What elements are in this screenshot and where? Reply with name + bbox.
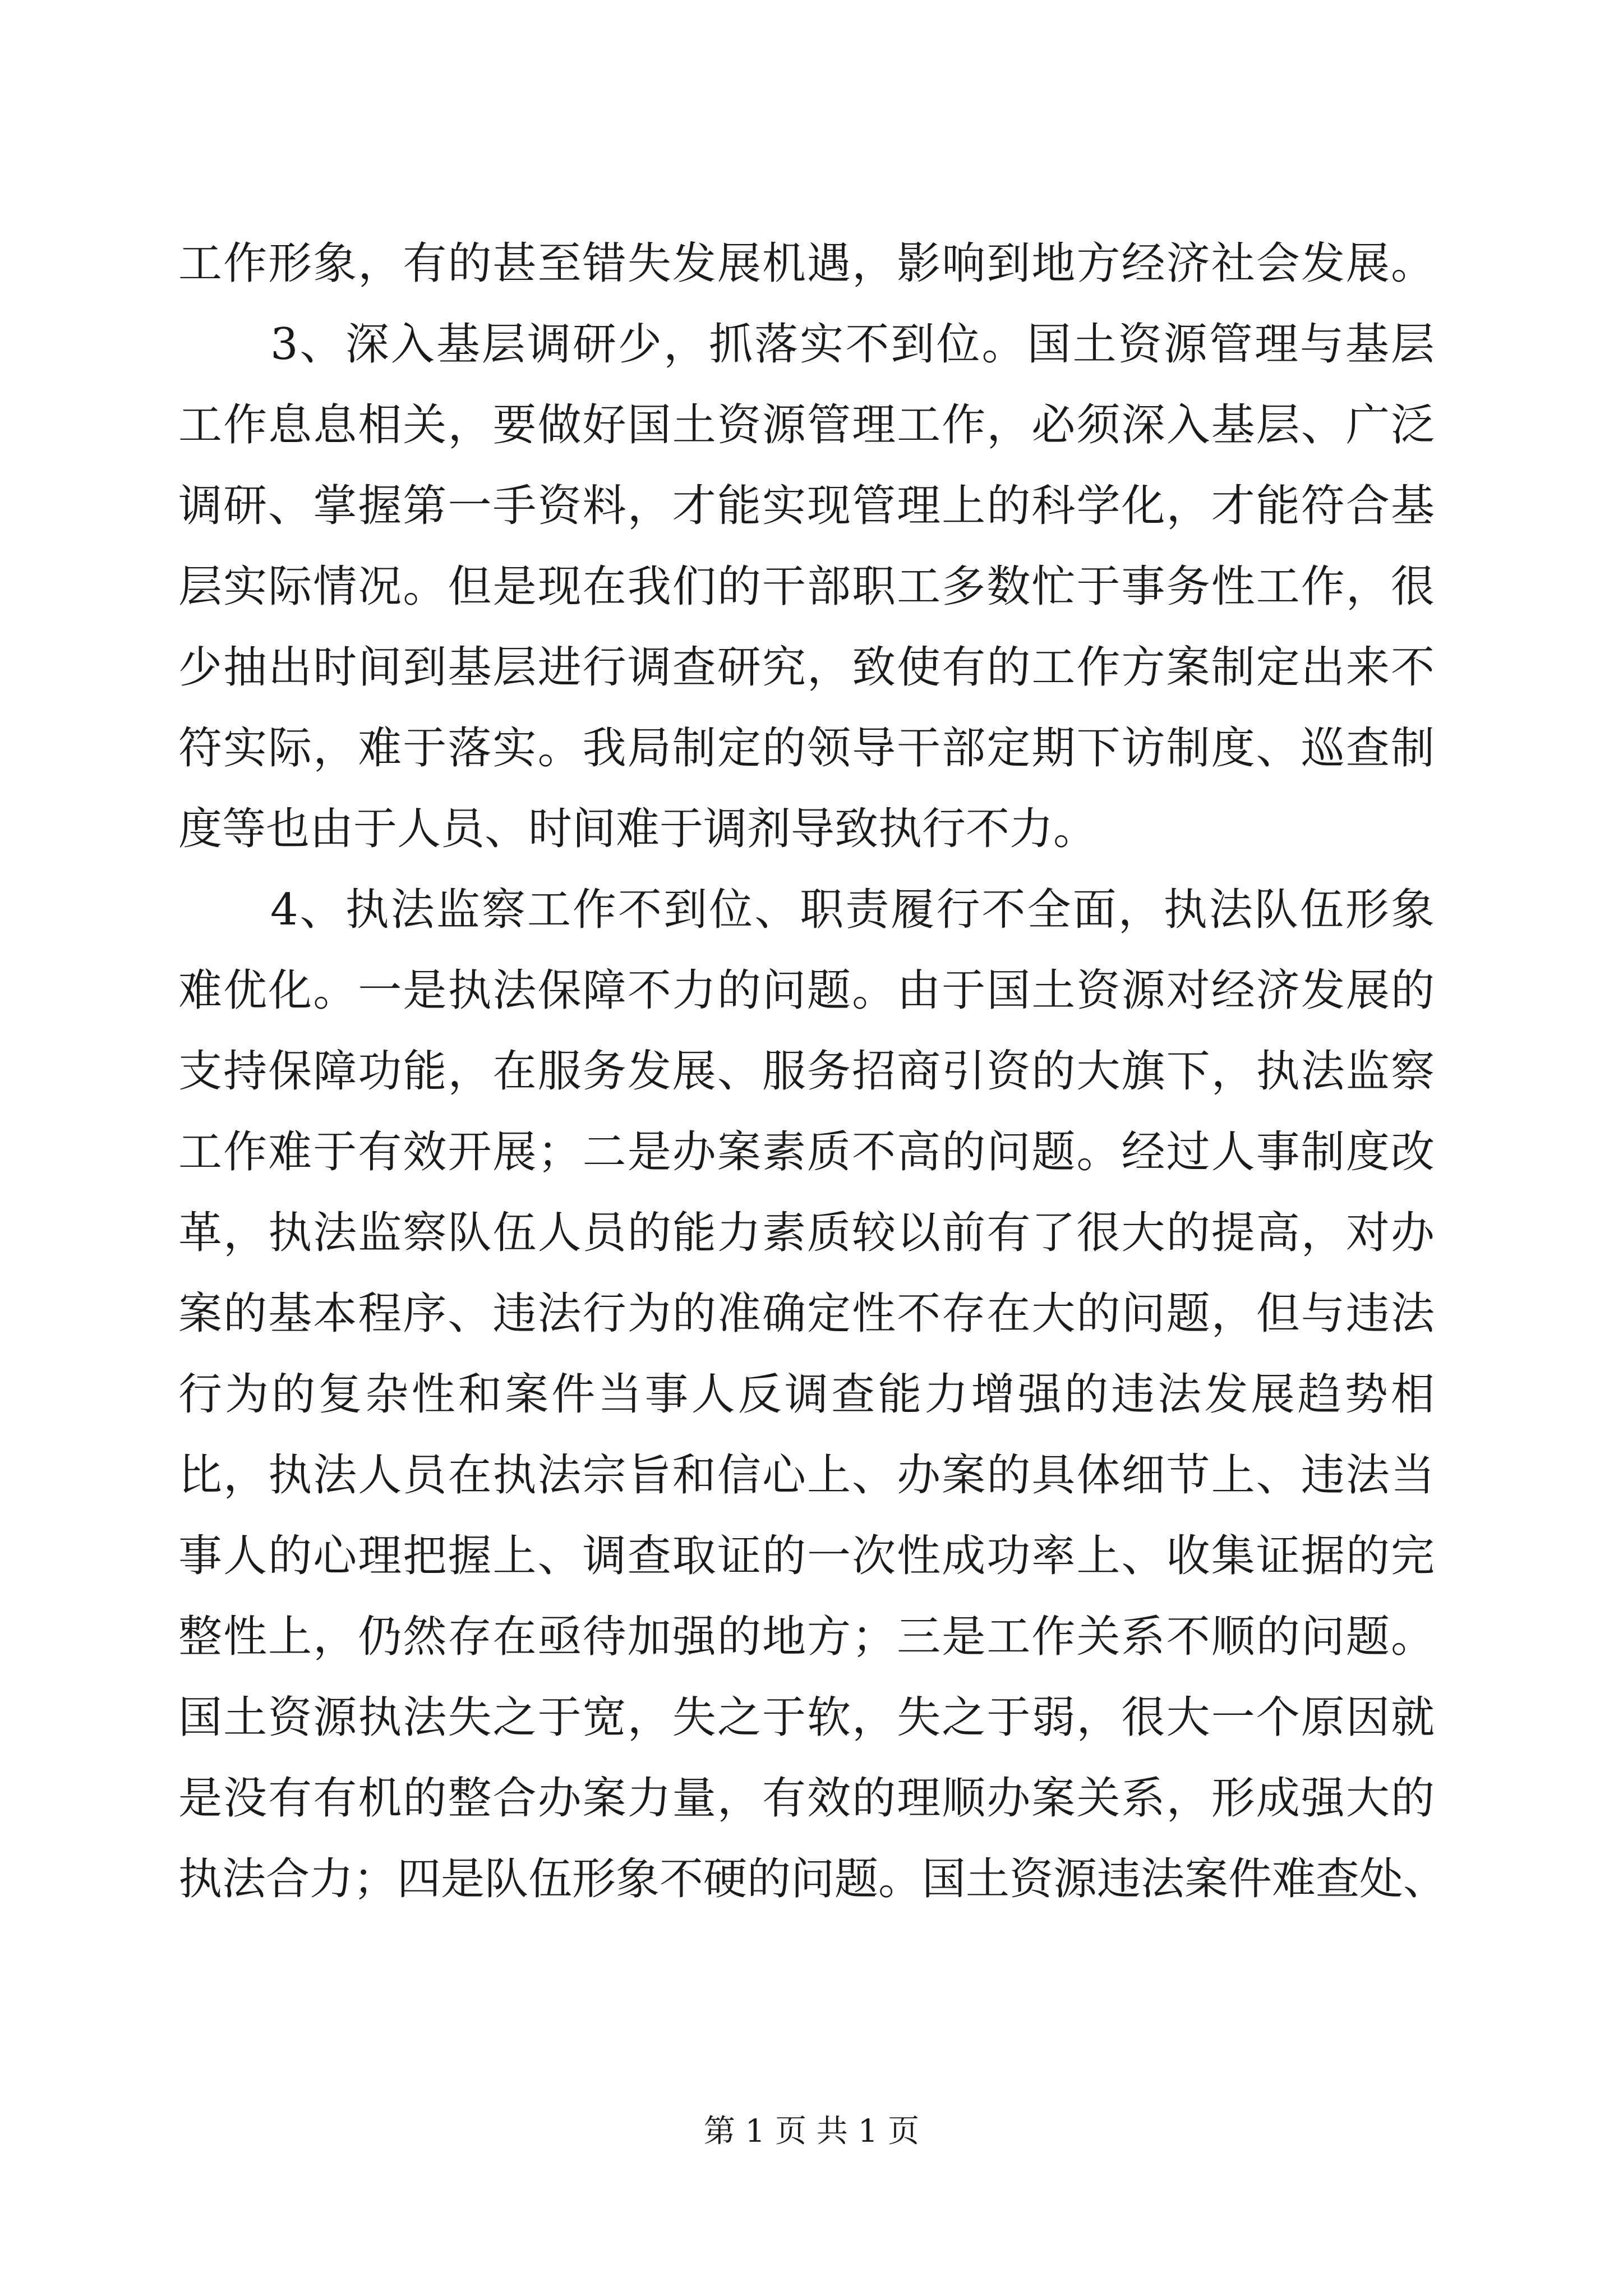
text-line: 难优化。一是执法保障不力的问题。由于国土资源对经济发展的 [178, 965, 1435, 1016]
text-line: 调研、掌握第一手资料，才能实现管理上的科学化，才能符合基 [178, 481, 1435, 531]
text-line: 整性上，仍然存在亟待加强的地方；三是工作关系不顺的问题。 [178, 1612, 1435, 1662]
body-text [178, 223, 1447, 1920]
text-line: 3、深入基层调研少，抓落实不到位。国土资源管理与基层 [270, 319, 1435, 370]
text-line: 少抽出时间到基层进行调查研究，致使有的工作方案制定出来不 [178, 642, 1435, 693]
page-number: 第 1 页 共 1 页 [703, 2113, 920, 2150]
text-line: 比，执法人员在执法宗旨和信心上、办案的具体细节上、违法当 [178, 1450, 1435, 1501]
text-line: 是没有有机的整合办案力量，有效的理顺办案关系，形成强大的 [178, 1773, 1435, 1824]
text-line: 行为的复杂性和案件当事人反调查能力增强的违法发展趋势相 [178, 1369, 1435, 1420]
text-line: 4、执法监察工作不到位、职责履行不全面，执法队伍形象 [270, 885, 1435, 935]
text-line: 符实际，难于落实。我局制定的领导干部定期下访制度、巡查制 [178, 723, 1435, 774]
text-line: 执法合力；四是队伍形象不硬的问题。国土资源违法案件难查处、 [178, 1854, 1447, 1904]
text-line: 国土资源执法失之于宽，失之于软，失之于弱，很大一个原因就 [178, 1692, 1435, 1743]
text-line: 工作难于有效开展；二是办案素质不高的问题。经过人事制度改 [178, 1127, 1435, 1177]
text-line: 度等也由于人员、时间难于调剂导致执行不力。 [178, 804, 1098, 854]
text-line: 层实际情况。但是现在我们的干部职工多数忙于事务性工作，很 [178, 562, 1435, 612]
text-line: 革，执法监察队伍人员的能力素质较以前有了很大的提高，对办 [178, 1208, 1435, 1258]
text-line: 案的基本程序、违法行为的准确定性不存在大的问题，但与违法 [178, 1289, 1435, 1339]
text-line: 事人的心理把握上、调查取证的一次性成功率上、收集证据的完 [178, 1531, 1435, 1581]
text-line: 工作形象，有的甚至错失发展机遇，影响到地方经济社会发展。 [178, 238, 1435, 289]
page-footer [0, 2109, 1623, 2154]
text-line: 工作息息相关，要做好国土资源管理工作，必须深入基层、广泛 [178, 400, 1435, 450]
text-line: 支持保障功能，在服务发展、服务招商引资的大旗下，执法监察 [178, 1046, 1435, 1097]
